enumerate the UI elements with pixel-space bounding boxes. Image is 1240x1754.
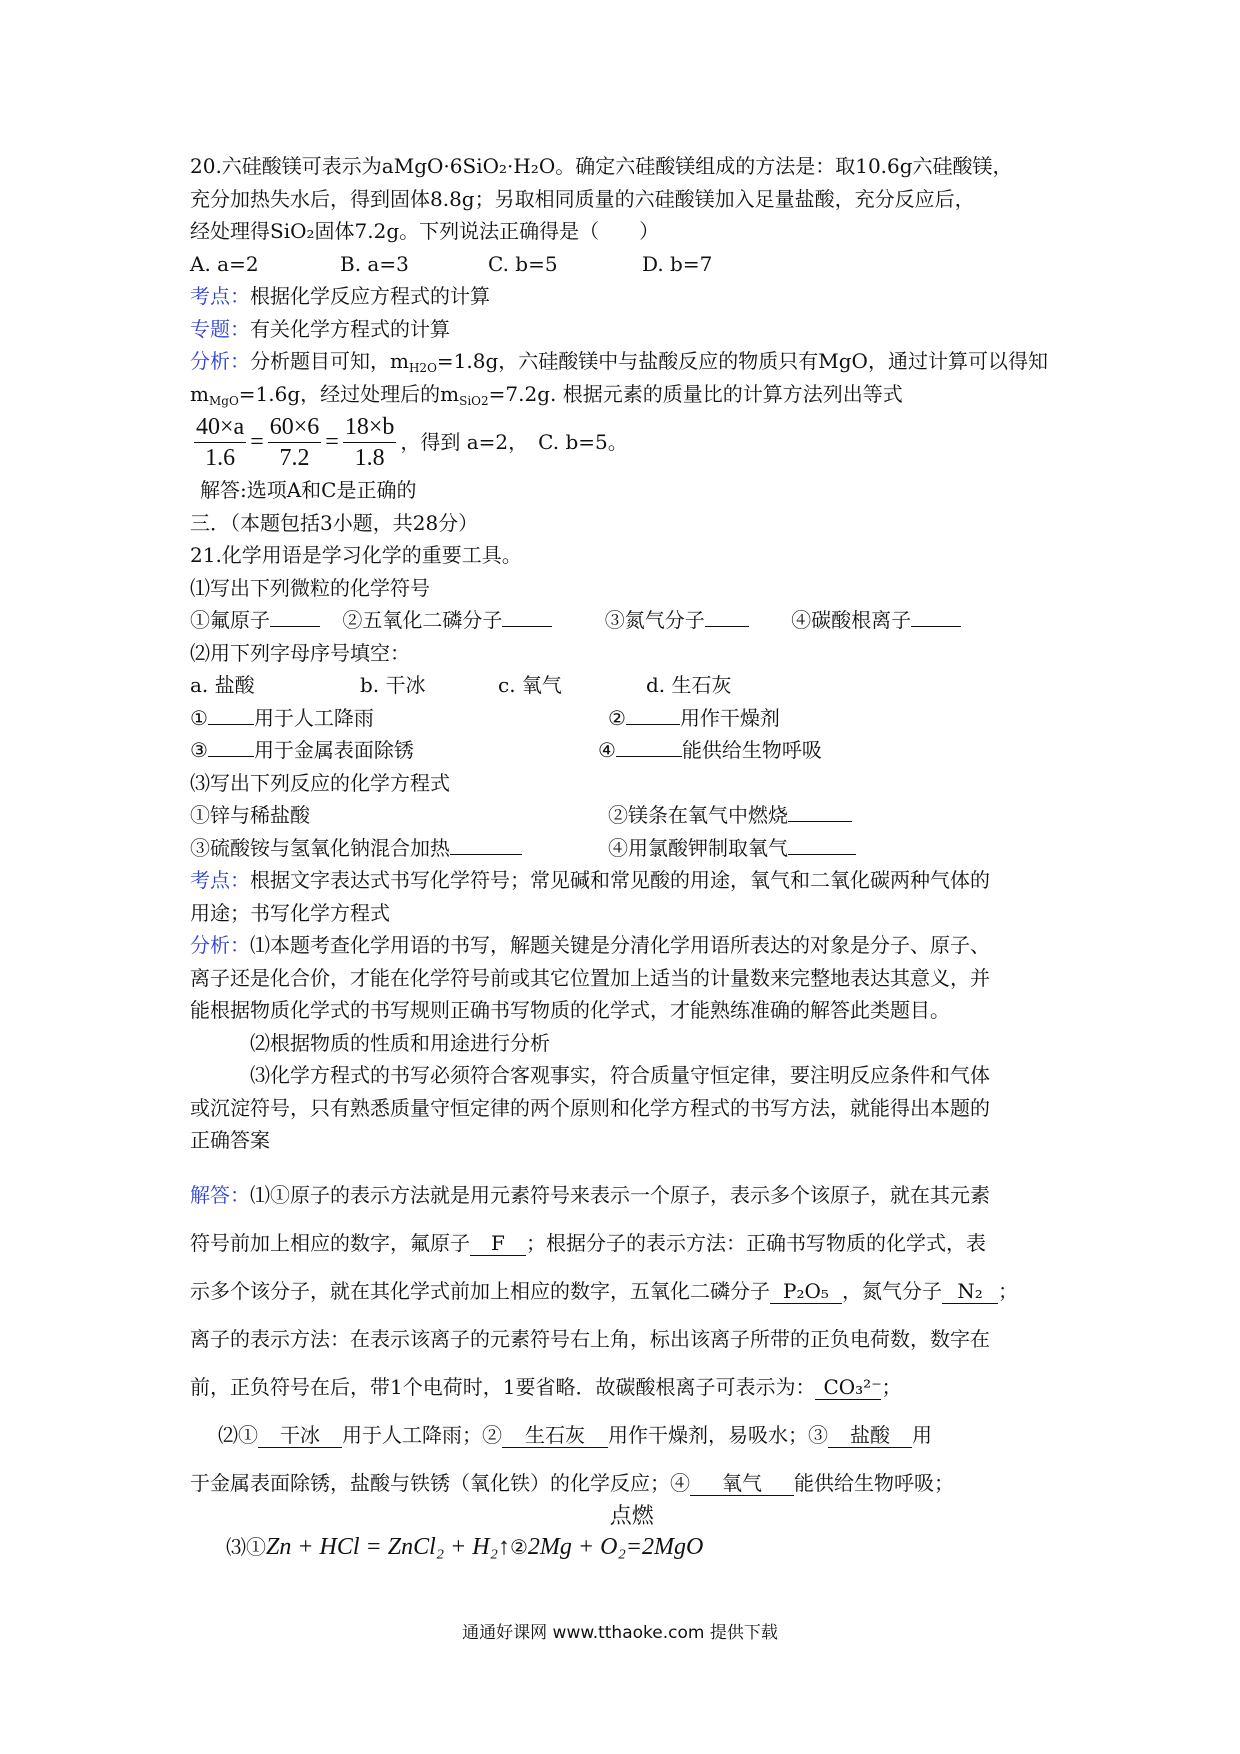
q20-options: [190, 248, 1070, 281]
q21-part2-row1: ① 用于人工降雨 ② 用作干燥剂: [190, 702, 1070, 735]
q21-fenxi-2: 离子还是化合价，才能在化学符号前或其它位置加上适当的计量数来完整地表达其意义，并: [190, 965, 990, 990]
q21-jieda-2: 符号前加上相应的数字，氟原子 F ；根据分子的表示方法：正确书写物质的化学式，表: [190, 1230, 986, 1255]
q20-kaodian: 考点：根据化学反应方程式的计算: [190, 284, 490, 308]
q21-fenxi-4: ⑵根据物质的性质和用途进行分析: [250, 1030, 550, 1055]
equation-1: Zn + HCl = ZnCl₂ + H₂↑: [266, 1533, 510, 1560]
kaodian-label: 考点：: [190, 284, 250, 308]
q20-line-2: 充分加热失水后，得到固体8.8g；另取相同质量的六硅酸镁加入足量盐酸，充分反应后，: [190, 186, 975, 211]
blank: [450, 832, 522, 855]
q21-fenxi-1: 分析：⑴本题考查化学用语的书写，解题关键是分清化学用语所表达的对象是分子、原子、: [190, 933, 990, 957]
q20-fraction-equation: $\frac{40\times a}{1.6}$ = $\frac{60\times 6}{7.2}$ = $\frac{18\times b}{1.8}$ ，得到 a=2， C. b=5。: [196, 413, 628, 471]
fraction-1: $\frac{40\times a}{1.6}$: [196, 413, 245, 471]
fenxi-label: 分析：: [190, 933, 250, 957]
fraction-2: $\frac{60\times 6}{7.2}$: [269, 413, 320, 471]
q21-equations: ⑶①Zn + HCl = ZnCl₂ + H₂↑②2Mg + O₂ 点燃 =2MgO: [190, 1507, 1070, 1577]
option-d: D. b=7: [642, 251, 713, 276]
q21-part1-items: ①氟原子 ②五氧化二磷分子 ③氮气分子 ④碳酸根离子: [190, 604, 1070, 637]
q20-fenxi-1: 分析：分析题目可知，$m_{H2O}=1.8g$，六硅酸镁中与盐酸反应的物质只有MgO，通过计算可以得知: [190, 349, 1048, 375]
q20-zhuanti: 专题：有关化学方程式的计算: [190, 316, 450, 341]
option-a: A. a=2: [190, 251, 259, 276]
option-b: B. a=3: [340, 251, 409, 276]
q21-fenxi-7: 正确答案: [190, 1128, 270, 1152]
kaodian-label: 考点：: [190, 868, 250, 892]
q21-part2: ⑵用下列字母序号填空：: [190, 640, 410, 665]
blank: [788, 799, 852, 822]
equation-2-sign: 点燃 =: [609, 1503, 654, 1560]
q21-fenxi-6: 或沉淀符号，只有熟悉质量守恒定律的两个原则和化学方程式的书写方法，就能得出本题的: [190, 1095, 990, 1120]
jieda-label: 解答：: [190, 1182, 250, 1207]
q21-part2-options: a. 盐酸 b. 干冰 c. 氧气 d. 生石灰: [190, 673, 732, 697]
q21-jieda-1: 解答：⑴①原子的表示方法就是用元素符号来表示一个原子，表示多个该原子，就在其元素: [190, 1182, 990, 1207]
page-footer: 通通好课网 www.tthaoke.com 提供下载: [462, 1623, 778, 1643]
q21-kaodian-2: 用途；书写化学方程式: [190, 900, 390, 925]
q21-fenxi-3: 能根据物质化学式的书写规则正确书写物质的化学式，才能熟练准确的解答此类题目。: [190, 998, 950, 1022]
blank: [502, 604, 552, 627]
blank: [270, 604, 320, 627]
equation-2-left: 2Mg + O₂: [527, 1533, 626, 1560]
q21-jieda-6: ⑵① 干冰 用于人工降雨；② 生石灰 用作干燥剂，易吸水；③ 盐酸 用: [218, 1422, 932, 1447]
option-c: C. b=5: [488, 251, 558, 276]
blank: [616, 734, 682, 757]
blank: [208, 702, 254, 725]
blank: [788, 832, 856, 855]
q21-jieda-4: 离子的表示方法：在表示该离子的元素符号右上角，标出该离子所带的正负电荷数，数字在: [190, 1326, 990, 1351]
q21-part3: ⑶写出下列反应的化学方程式: [190, 770, 450, 795]
q21-kaodian-1: 考点：根据文字表达式书写化学符号；常见碱和常见酸的用途，氧气和二氧化碳两种气体的: [190, 868, 990, 892]
q21-part3-row1: ①锌与稀盐酸 ②镁条在氧气中燃烧: [190, 799, 1070, 832]
blank: [705, 604, 749, 627]
zhuanti-label: 专题：: [190, 316, 250, 341]
q21-fenxi-5: ⑶化学方程式的书写必须符合客观事实，符合质量守恒定律，要注明反应条件和气体: [250, 1063, 990, 1087]
q21-jieda-3: 示多个该分子，就在其化学式前加上相应的数字，五氧化二磷分子 P₂O₅ ，氮气分子 N₂ ；: [190, 1278, 1018, 1303]
fenxi-label: 分析：: [190, 349, 250, 373]
blank: [911, 604, 961, 627]
q21-part1: ⑴写出下列微粒的化学符号: [190, 575, 430, 600]
q21-title: 21.化学用语是学习化学的重要工具。: [190, 543, 522, 567]
q20-line-1: 20.六硅酸镁可表示为aMgO·6SiO₂·H₂O。确定六硅酸镁组成的方法是：取10.6g六硅酸镁，: [190, 154, 1013, 178]
document-page: [190, 150, 1070, 1577]
q21-jieda-7: 于金属表面除锈，盐酸与铁锈（氧化铁）的化学反应；④ 氧气 能供给生物呼吸；: [190, 1470, 954, 1495]
q21-part3-row2: ③硫酸铵与氢氧化钠混合加热 ④用氯酸钾制取氧气: [190, 832, 1070, 865]
q20-line-3: 经处理得SiO₂固体7.2g。下列说法正确得是（ ）: [190, 219, 660, 243]
blank: [626, 702, 680, 725]
q20-fenxi-2: $m_{MgO}=1.6g$，经过处理后的$m_{SiO2}=7.2g$. 根据元素的质量比的计算方法列出等式: [190, 381, 903, 408]
q21-jieda-5: 前，正负符号在后，带1个电荷时，1要省略．故碳酸根离子可表示为： CO₃²⁻；: [190, 1374, 902, 1399]
blank: [208, 734, 254, 757]
section-3-heading: 三．（本题包括3小题，共28分）: [190, 510, 479, 535]
fraction-3: $\frac{18\times b}{1.8}$: [344, 413, 395, 471]
fraction-result: ，得到 a=2， C. b=5。: [400, 429, 628, 454]
q21-part2-row2: ③ 用于金属表面除锈 ④ 能供给生物呼吸: [190, 734, 1070, 767]
equation-2-right: 2MgO: [642, 1533, 704, 1560]
q20-jieda: 解答:选项A和C是正确的: [200, 478, 417, 502]
